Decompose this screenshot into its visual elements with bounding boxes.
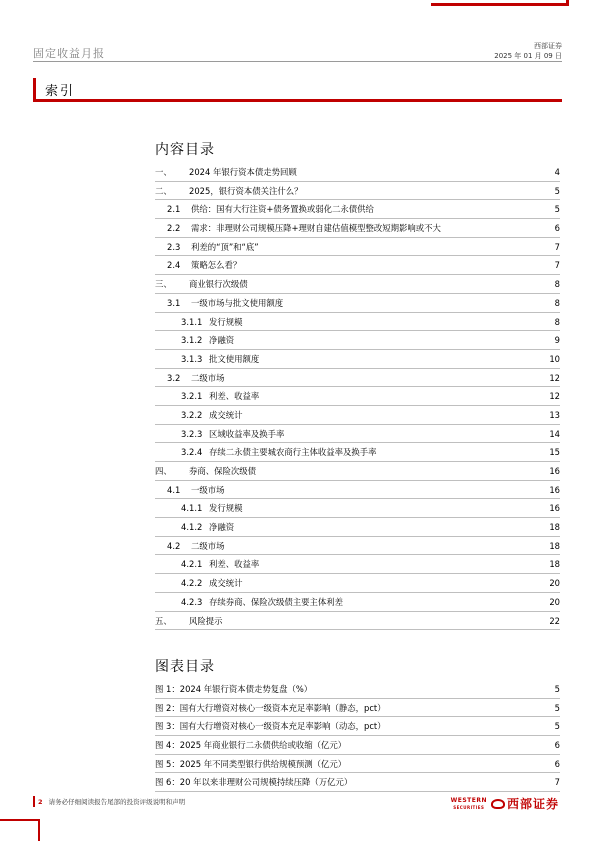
entry-title: 国有大行增资对核心一级资本充足率影响（静态，pct）: [179, 702, 386, 713]
entry-page: 16: [549, 484, 560, 495]
toc-heading: 内容目录: [155, 142, 215, 158]
entry-title: 一级市场: [191, 484, 225, 495]
entry-title: 2025 年商业银行二永债供给或收缩（亿元）: [179, 740, 347, 751]
toc-entry[interactable]: [155, 313, 560, 332]
entry-number: 图 1：: [155, 684, 180, 694]
page-number: 2: [38, 798, 43, 806]
toc-entry[interactable]: [155, 593, 560, 612]
section-marker: [33, 78, 36, 99]
entry-title: 存续二永债主要城农商行主体收益率及换手率: [209, 447, 377, 458]
entry-page: 6: [554, 223, 560, 234]
entry-title: 利差的“顶”和“底”: [191, 241, 259, 252]
entry-title: 2024 年银行资本债走势回顾: [189, 167, 297, 177]
entry-number: 3.1.3: [181, 353, 203, 364]
entry-page: 4: [554, 167, 560, 177]
entry-page: 5: [554, 702, 560, 713]
entry-page: 18: [549, 540, 560, 551]
entry-number: 3.2.1: [181, 391, 203, 402]
entry-number: 图 2：: [155, 702, 180, 713]
entry-page: 18: [549, 522, 560, 533]
entry-page: 14: [549, 428, 560, 439]
figure-entry[interactable]: [155, 717, 560, 736]
entry-title: 供给：国有大行注资+债务置换或弱化二永债供给: [191, 204, 374, 215]
entry-number: 2.3: [167, 241, 181, 252]
footer-disclaimer: [38, 797, 185, 806]
entry-number: 4.2.2: [181, 578, 203, 589]
entry-page: 8: [554, 316, 560, 327]
section-header: [33, 76, 562, 102]
entry-number: 3.2: [167, 372, 181, 383]
entry-title: 批文使用额度: [209, 353, 260, 364]
entry-title: 发行规模: [209, 503, 243, 514]
toc-entry[interactable]: [155, 499, 560, 518]
entry-page: 5: [554, 204, 560, 215]
entry-title: 二级市场: [191, 372, 225, 383]
entry-title: 2025，银行资本债关注什么？: [189, 185, 303, 196]
section-title: 索引: [45, 84, 76, 99]
entry-number: 4.1.2: [181, 522, 203, 533]
top-corner-decoration: [431, 0, 569, 6]
entry-number: 四、: [155, 466, 172, 476]
toc-entry[interactable]: [155, 462, 560, 481]
entry-page: 5: [554, 185, 560, 196]
entry-page: 7: [554, 777, 560, 788]
entry-number: 2.2: [167, 223, 181, 234]
list-of-figures: [155, 680, 560, 792]
toc-entry[interactable]: [155, 200, 560, 219]
entry-number: 3.2.2: [181, 409, 203, 420]
header-divider: [33, 61, 562, 62]
entry-title: 一级市场与批文使用额度: [191, 297, 284, 308]
entry-number: 4.2.3: [181, 596, 203, 607]
header-meta: [494, 41, 562, 61]
toc-entry[interactable]: [155, 387, 560, 406]
entry-page: 20: [549, 578, 560, 589]
logo-chinese: 西部证券: [506, 797, 559, 811]
entry-title: 净融资: [209, 335, 235, 346]
entry-title: 存续券商、保险次级债主要主体利差: [209, 596, 343, 607]
figure-entry[interactable]: [155, 736, 560, 755]
toc-entry[interactable]: [155, 369, 560, 388]
report-type-label: 固定收益月报: [33, 47, 105, 60]
entry-number: 3.2.3: [181, 428, 203, 439]
toc-entry[interactable]: [155, 350, 560, 369]
bottom-corner-decoration: [0, 819, 40, 841]
toc-entry[interactable]: [155, 256, 560, 275]
entry-number: 4.2.1: [181, 559, 203, 570]
toc-entry[interactable]: [155, 294, 560, 313]
company-name: 西部证券: [534, 42, 562, 50]
entry-page: 15: [549, 447, 560, 458]
entry-number: 图 4：: [155, 740, 180, 751]
entry-number: 3.1.2: [181, 335, 203, 346]
entry-number: 五、: [155, 615, 172, 626]
toc-entry[interactable]: [155, 406, 560, 425]
toc-entry[interactable]: [155, 443, 560, 462]
bull-logo-icon: [491, 799, 505, 809]
entry-title: 风险提示: [189, 615, 223, 626]
entry-title: 国有大行增资对核心一级资本充足率影响（动态，pct）: [179, 721, 386, 732]
entry-number: 3.1.1: [181, 316, 203, 327]
entry-page: 9: [554, 335, 560, 346]
entry-title: 商业银行次级债: [189, 279, 248, 290]
company-logo: [451, 795, 559, 812]
entry-number: 三、: [155, 279, 172, 290]
entry-page: 18: [549, 559, 560, 570]
entry-title: 成交统计: [209, 409, 243, 420]
entry-number: 一、: [155, 167, 172, 177]
entry-page: 22: [549, 615, 560, 626]
entry-title: 利差、收益率: [209, 559, 260, 570]
entry-title: 二级市场: [191, 540, 225, 551]
toc-entry[interactable]: [155, 275, 560, 294]
entry-number: 2.1: [167, 204, 181, 215]
entry-page: 8: [554, 279, 560, 290]
entry-page: 16: [549, 466, 560, 476]
entry-title: 利差、收益率: [209, 391, 260, 402]
toc-entry[interactable]: [155, 331, 560, 350]
toc-entry[interactable]: [155, 425, 560, 444]
entry-number: 图 5：: [155, 758, 180, 769]
logo-english-line-1: WESTERN: [450, 796, 487, 804]
logo-english-line-2: SECURITIES: [453, 804, 485, 810]
entry-page: 12: [549, 391, 560, 402]
entry-page: 7: [554, 241, 560, 252]
figure-entry[interactable]: [155, 699, 560, 718]
entry-number: 4.1: [167, 484, 181, 495]
entry-title: 2025 年不同类型银行供给规模预测（亿元）: [179, 758, 347, 769]
entry-number: 图 6：: [155, 777, 180, 788]
toc-entry[interactable]: [155, 555, 560, 574]
figure-entry[interactable]: [155, 680, 560, 699]
entry-page: 8: [554, 297, 560, 308]
entry-number: 图 3：: [155, 721, 180, 732]
entry-page: 6: [554, 758, 560, 769]
entry-page: 10: [549, 353, 560, 364]
entry-page: 13: [549, 409, 560, 420]
entry-title: 券商、保险次级债: [189, 466, 256, 476]
toc-entry[interactable]: [155, 219, 560, 238]
table-of-contents: [155, 163, 560, 630]
footer-marker: [33, 796, 35, 807]
report-date: 2025 年 01 月 09 日: [494, 52, 562, 60]
entry-number: 二、: [155, 185, 172, 196]
entry-page: 16: [549, 503, 560, 514]
toc-entry[interactable]: [155, 574, 560, 593]
entry-title: 发行规模: [209, 316, 243, 327]
entry-number: 4.2: [167, 540, 181, 551]
figure-entry[interactable]: [155, 773, 560, 792]
entry-title: 2024 年银行资本债走势复盘（%）: [179, 684, 313, 694]
entry-title: 需求：非理财公司规模压降+理财自建估值模型整改短期影响或不大: [191, 223, 441, 234]
entry-title: 区域收益率及换手率: [209, 428, 285, 439]
entry-page: 5: [554, 684, 560, 694]
toc-entry[interactable]: [155, 481, 560, 500]
entry-title: 策略怎么看？: [191, 260, 242, 271]
disclaimer-text: 请务必仔细阅读报告尾部的投资评级说明和声明: [48, 798, 186, 806]
entry-page: 20: [549, 596, 560, 607]
toc-entry[interactable]: [155, 238, 560, 257]
logo-english: [451, 797, 487, 811]
entry-number: 2.4: [167, 260, 181, 271]
entry-title: 净融资: [209, 522, 235, 533]
entry-page: 12: [549, 372, 560, 383]
toc-entry[interactable]: [155, 612, 560, 631]
entry-number: 3.1: [167, 297, 181, 308]
toc-entry[interactable]: [155, 518, 560, 537]
toc-entry[interactable]: [155, 163, 560, 182]
entry-number: 3.2.4: [181, 447, 203, 458]
entry-page: 6: [554, 740, 560, 751]
entry-title: 成交统计: [209, 578, 243, 589]
toc-entry[interactable]: [155, 537, 560, 556]
toc-entry[interactable]: [155, 182, 560, 201]
entry-page: 5: [554, 721, 560, 732]
entry-number: 4.1.1: [181, 503, 203, 514]
figures-heading: 图表目录: [155, 659, 215, 675]
entry-page: 7: [554, 260, 560, 271]
figure-entry[interactable]: [155, 755, 560, 774]
entry-title: 20 年以来非理财公司规模持续压降（万亿元）: [179, 777, 353, 788]
